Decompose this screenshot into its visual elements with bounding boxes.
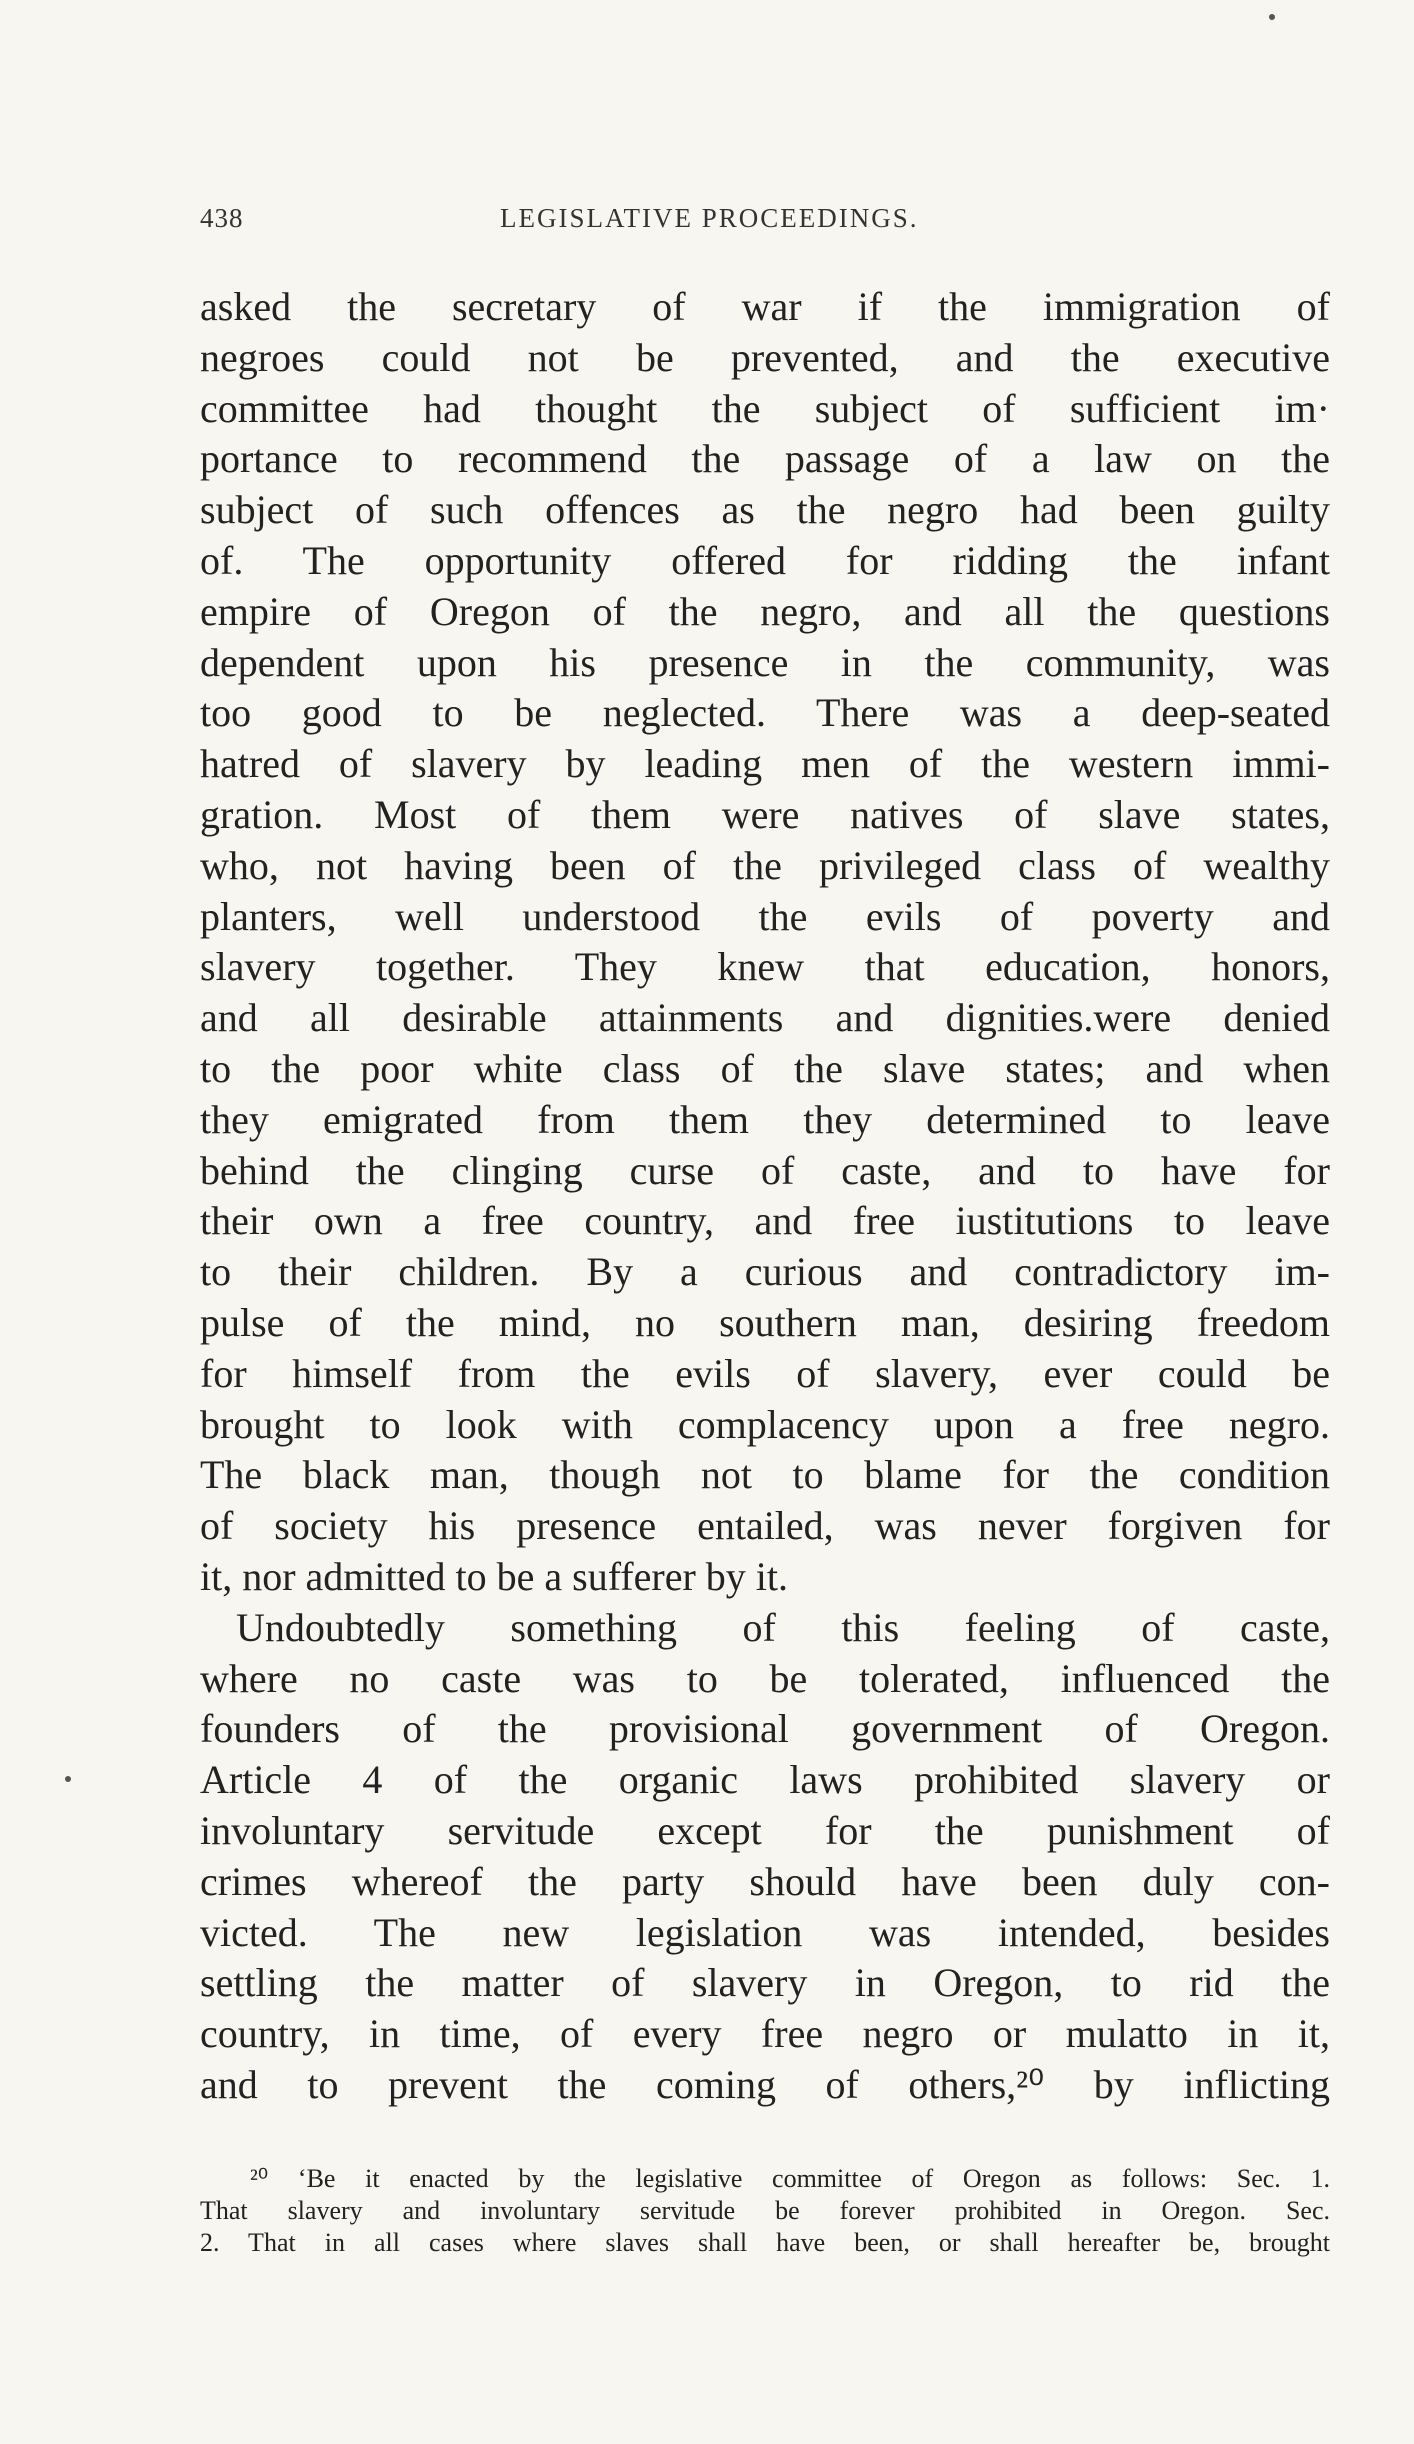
text-line: Undoubtedly something of this feeling of caste, [236, 1604, 1330, 1650]
running-title: LEGISLATIVE PROCEEDINGS. [500, 203, 919, 233]
text-line: empire of Oregon of the negro, and all the questions [200, 588, 1330, 634]
text-line: and all desirable attainments and dignities.were denied [200, 995, 1330, 1041]
text-line: Article 4 of the organic laws prohibited slavery or [200, 1757, 1330, 1803]
text-line: it, nor admitted to be a sufferer by it. [200, 1553, 788, 1599]
text-line: negroes could not be prevented, and the executive [200, 334, 1330, 380]
text-line: asked the secretary of war if the immigration of [200, 284, 1330, 329]
margin-speck-top [1269, 14, 1275, 20]
text-line: brought to look with complacency upon a free negro. [200, 1401, 1330, 1447]
text-line: crimes whereof the party should have been duly con- [200, 1858, 1330, 1904]
text-line: dependent upon his presence in the community, was [200, 639, 1330, 685]
margin-speck-left [65, 1776, 71, 1782]
footnote [200, 2163, 1330, 2259]
text-line: settling the matter of slavery in Oregon, to rid the [200, 1960, 1330, 2006]
text-line: where no caste was to be tolerated, influenced the [200, 1655, 1330, 1701]
text-line: to their children. By a curious and contradictory im- [200, 1249, 1330, 1295]
running-header [200, 203, 1330, 239]
page-number: 438 [200, 203, 244, 233]
text-line: The black man, though not to blame for the condition [200, 1452, 1330, 1498]
text-line: committee had thought the subject of sufficient im· [200, 385, 1330, 431]
text-line: slavery together. They knew that education, honors, [200, 944, 1330, 990]
text-line: involuntary servitude except for the punishment of [200, 1807, 1330, 1853]
text-line: too good to be neglected. There was a deep-seated [200, 690, 1330, 736]
text-line: portance to recommend the passage of a law on the [200, 436, 1330, 482]
text-line: gration. Most of them were natives of slave states, [200, 791, 1330, 837]
text-line: they emigrated from them they determined to leave [200, 1096, 1330, 1142]
text-line: to the poor white class of the slave states; and when [200, 1045, 1330, 1091]
text-line: behind the clinging curse of caste, and to have for [200, 1147, 1330, 1193]
text-line: planters, well understood the evils of poverty and [200, 893, 1330, 939]
text-line: and to prevent the coming of others,²⁰ by inflicting [200, 2061, 1330, 2107]
text-line: victed. The new legislation was intended, besides [200, 1909, 1330, 1955]
footnote-line: That slavery and involuntary servitude be forever prohibited in Oregon. Sec. [200, 2196, 1330, 2225]
text-line: hatred of slavery by leading men of the western immi- [200, 741, 1330, 787]
text-line: subject of such offences as the negro had been guilty [200, 487, 1330, 533]
text-line: of. The opportunity offered for ridding the infant [200, 537, 1330, 583]
footnote-line: ²⁰ ‘Be it enacted by the legislative committee of Oregon as follows: Sec. 1. [250, 2164, 1330, 2193]
text-line: their own a free country, and free iustitutions to leave [200, 1198, 1330, 1244]
text-line: country, in time, of every free negro or mulatto in it, [200, 2011, 1330, 2057]
body-text [200, 282, 1330, 2111]
text-line: for himself from the evils of slavery, ever could be [200, 1350, 1330, 1396]
text-line: pulse of the mind, no southern man, desiring freedom [200, 1299, 1330, 1345]
text-line: who, not having been of the privileged class of wealthy [200, 842, 1330, 888]
text-line: of society his presence entailed, was never forgiven for [200, 1503, 1330, 1549]
footnote-line: 2. That in all cases where slaves shall have been, or shall hereafter be, brought [200, 2228, 1330, 2257]
text-line: founders of the provisional government of Oregon. [200, 1706, 1330, 1752]
